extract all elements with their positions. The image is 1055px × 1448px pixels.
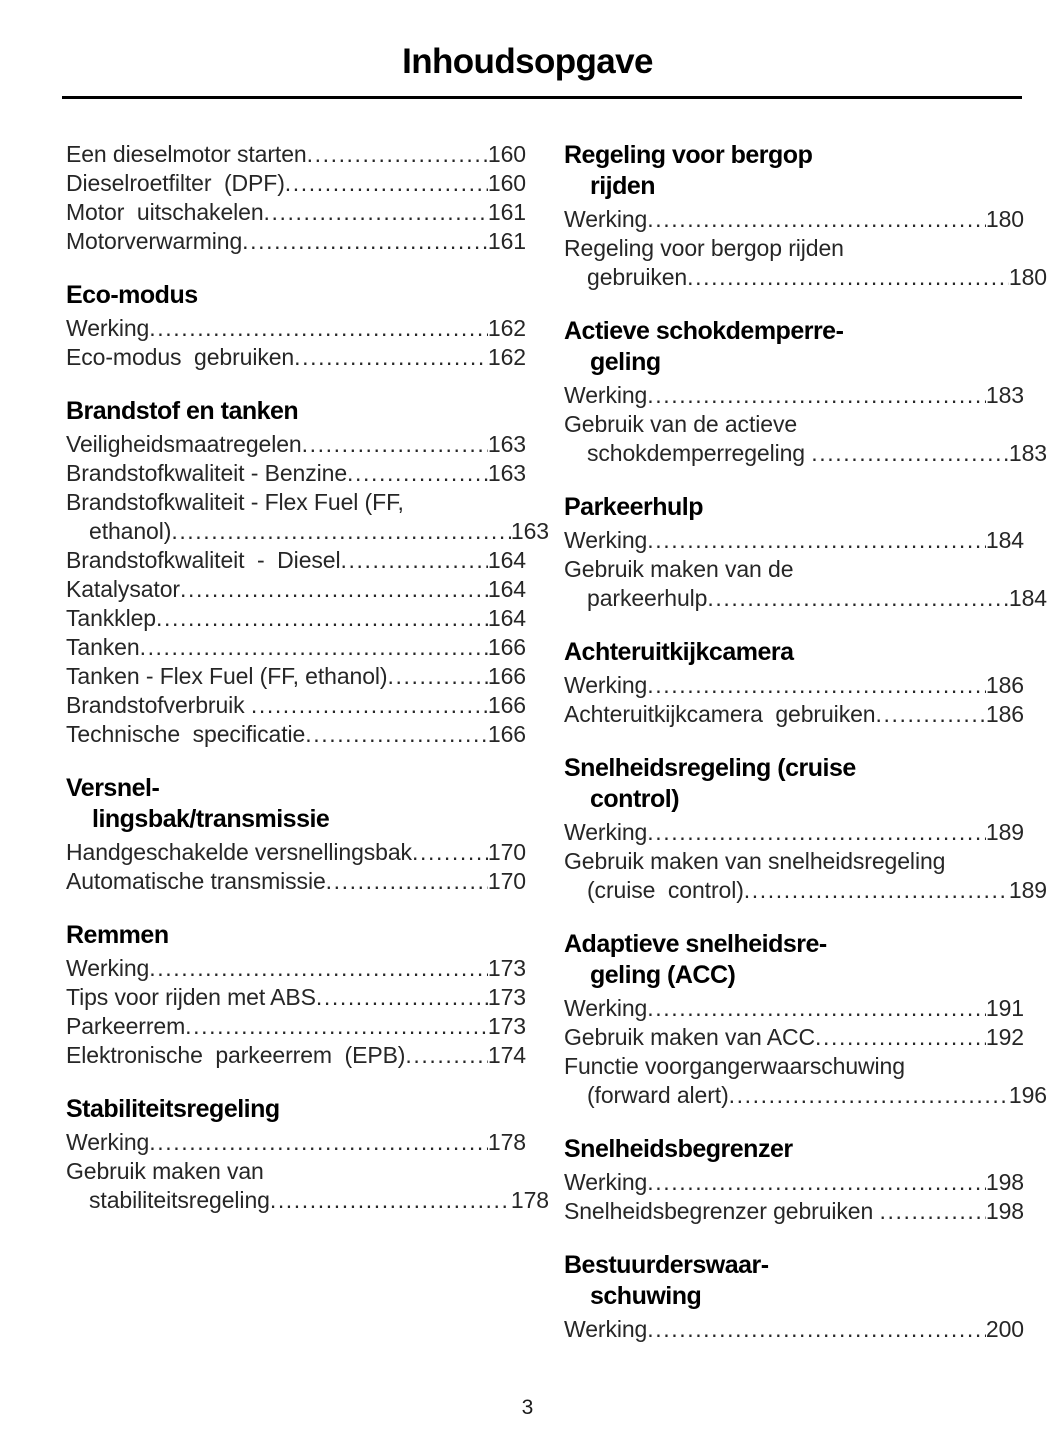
toc-entry-label: Motorverwarming bbox=[66, 228, 243, 254]
toc-entry-label: Veiligheidsmaatregelen bbox=[66, 431, 302, 457]
toc-entry[interactable] bbox=[564, 671, 1024, 700]
toc-entry-line bbox=[66, 838, 526, 867]
toc-entry[interactable] bbox=[66, 720, 526, 749]
toc-entry-label: Werking bbox=[564, 527, 648, 553]
toc-entry[interactable] bbox=[66, 983, 526, 1012]
toc-leader-dots bbox=[285, 169, 488, 198]
toc-entry[interactable] bbox=[564, 410, 1047, 468]
section-heading: Remmen bbox=[66, 921, 169, 949]
section-heading: Snelheidsbegrenzer bbox=[564, 1135, 793, 1163]
toc-entry-label: Brandstofverbruik bbox=[66, 692, 251, 718]
toc-entry-line bbox=[66, 1128, 526, 1157]
toc-entry-line bbox=[564, 876, 1047, 905]
toc-leader-dots bbox=[294, 343, 488, 372]
toc-entry-page-number: 164 bbox=[487, 576, 526, 602]
toc-entry-page-number: 186 bbox=[985, 701, 1024, 727]
toc-entry-page-number: 200 bbox=[985, 1316, 1024, 1342]
toc-entry-label: Dieselroetfilter (DPF) bbox=[66, 170, 285, 196]
title-divider bbox=[62, 96, 1022, 99]
toc-entry[interactable] bbox=[564, 818, 1024, 847]
toc-entry-page-number: 178 bbox=[487, 1129, 526, 1155]
toc-entry-label: parkeerhulp bbox=[587, 585, 708, 611]
toc-leader-dots bbox=[180, 575, 488, 604]
toc-entry[interactable] bbox=[66, 1012, 526, 1041]
toc-entry-label: Tips voor rijden met ABS bbox=[66, 984, 316, 1010]
toc-entry-line bbox=[66, 662, 526, 691]
toc-entry-page-number: 166 bbox=[487, 663, 526, 689]
toc-entry-line bbox=[564, 1023, 1024, 1052]
toc-section bbox=[66, 896, 526, 1070]
toc-entry-line bbox=[66, 1186, 549, 1215]
toc-entry-page-number: 191 bbox=[985, 995, 1024, 1021]
toc-leader-dots bbox=[340, 546, 487, 575]
toc-entry-label: Werking bbox=[564, 672, 648, 698]
toc-entry-line bbox=[66, 604, 526, 633]
toc-entry-page-number: 183 bbox=[985, 382, 1024, 408]
toc-entry[interactable] bbox=[564, 1052, 1047, 1110]
toc-entry[interactable] bbox=[66, 343, 526, 372]
toc-entry[interactable] bbox=[66, 488, 549, 546]
toc-entry-label: Gebruik maken van ACC bbox=[564, 1024, 816, 1050]
section-heading: Snelheidsregeling (cruise control) bbox=[564, 729, 1024, 815]
toc-section bbox=[564, 140, 1047, 292]
toc-entry-line bbox=[66, 459, 526, 488]
toc-entry-line bbox=[66, 633, 526, 662]
toc-leader-dots bbox=[171, 517, 511, 546]
toc-entry-line bbox=[564, 847, 1024, 876]
toc-entry-label: Brandstofkwaliteit - Benzine bbox=[66, 460, 348, 486]
toc-entry-label: Gebruik maken van de bbox=[564, 556, 794, 582]
toc-entry-line bbox=[564, 526, 1024, 555]
toc-entry-list bbox=[564, 526, 1047, 613]
toc-entry[interactable] bbox=[66, 198, 526, 227]
toc-leader-dots bbox=[156, 604, 488, 633]
toc-entry-line bbox=[564, 994, 1024, 1023]
toc-entry-line bbox=[66, 488, 526, 517]
toc-entry[interactable] bbox=[564, 381, 1024, 410]
toc-entry-line bbox=[564, 1052, 1024, 1081]
toc-leader-dots bbox=[647, 526, 986, 555]
toc-leader-dots bbox=[140, 633, 488, 662]
toc-entry-list bbox=[564, 818, 1047, 905]
section-heading: Adaptieve snelheidsre- geling (ACC) bbox=[564, 905, 1024, 991]
toc-section bbox=[66, 256, 526, 372]
toc-entry[interactable] bbox=[66, 575, 526, 604]
toc-entry-line bbox=[564, 700, 1024, 729]
toc-entry-list bbox=[564, 1315, 1024, 1344]
toc-entry-line bbox=[66, 983, 526, 1012]
toc-leader-dots bbox=[412, 838, 488, 867]
toc-entry-label: Brandstofkwaliteit - Flex Fuel (FF, bbox=[66, 489, 404, 515]
toc-entry-page-number: 166 bbox=[487, 692, 526, 718]
toc-entry-label: Werking bbox=[564, 382, 648, 408]
toc-section bbox=[564, 905, 1047, 1110]
toc-entry-label: ethanol) bbox=[89, 518, 172, 544]
toc-entry-label: Werking bbox=[564, 1316, 648, 1342]
toc-leader-dots bbox=[647, 205, 986, 234]
toc-entry-page-number: 162 bbox=[487, 315, 526, 341]
toc-entry-label: Tanken - Flex Fuel (FF, ethanol) bbox=[66, 663, 388, 689]
toc-entry-line bbox=[66, 343, 526, 372]
section-heading-continuation: rijden bbox=[590, 172, 656, 200]
toc-entry-label: Werking bbox=[564, 206, 648, 232]
toc-leader-dots bbox=[302, 430, 488, 459]
toc-entry-list bbox=[564, 1168, 1024, 1226]
toc-entry-page-number: 163 bbox=[487, 431, 526, 457]
toc-entry-line bbox=[66, 867, 526, 896]
toc-entry-line bbox=[564, 1315, 1024, 1344]
toc-entry-line bbox=[564, 1081, 1047, 1110]
section-heading: Eco-modus bbox=[66, 281, 198, 309]
toc-entry-page-number: 183 bbox=[1008, 440, 1047, 466]
toc-entry[interactable] bbox=[66, 314, 526, 343]
toc-entry[interactable] bbox=[564, 234, 1047, 292]
toc-entry-list bbox=[66, 430, 549, 749]
toc-entry-list bbox=[66, 954, 526, 1070]
toc-entry-line bbox=[66, 517, 549, 546]
toc-leader-dots bbox=[647, 381, 986, 410]
toc-entry-line bbox=[564, 818, 1024, 847]
toc-leader-dots bbox=[879, 1197, 985, 1226]
toc-entry-list bbox=[66, 314, 526, 372]
toc-entry[interactable] bbox=[66, 838, 526, 867]
toc-leader-dots bbox=[647, 994, 986, 1023]
toc-entry-label: Gebruik maken van snelheidsregeling bbox=[564, 848, 946, 874]
toc-column-left bbox=[66, 140, 549, 1215]
section-heading-continuation: geling (ACC) bbox=[590, 961, 736, 989]
toc-entry-label: Technische specificatie bbox=[66, 721, 306, 747]
toc-entry-label: Tanken bbox=[66, 634, 140, 660]
toc-entry-label: Werking bbox=[66, 315, 150, 341]
toc-leader-dots bbox=[326, 867, 488, 896]
toc-section bbox=[564, 1226, 1024, 1344]
toc-entry-line bbox=[66, 1157, 526, 1186]
toc-entry-page-number: 173 bbox=[487, 955, 526, 981]
section-heading-continuation: schuwing bbox=[590, 1282, 702, 1310]
toc-entry-line bbox=[564, 1197, 1024, 1226]
toc-entry-page-number: 196 bbox=[1008, 1082, 1047, 1108]
toc-entry-label: Automatische transmissie bbox=[66, 868, 326, 894]
toc-section bbox=[66, 1070, 549, 1215]
toc-entry-line bbox=[564, 671, 1024, 700]
toc-entry-label: Regeling voor bergop rijden bbox=[564, 235, 844, 261]
section-heading: Parkeerhulp bbox=[564, 493, 704, 521]
section-heading: Stabiliteitsregeling bbox=[66, 1095, 280, 1123]
toc-entry-page-number: 161 bbox=[487, 228, 526, 254]
toc-leader-dots bbox=[405, 1041, 488, 1070]
toc-section bbox=[564, 292, 1047, 468]
toc-leader-dots bbox=[347, 459, 488, 488]
toc-entry[interactable] bbox=[564, 847, 1047, 905]
toc-entry-page-number: 178 bbox=[510, 1187, 549, 1213]
toc-entry-label: Handgeschakelde versnellingsbak bbox=[66, 839, 412, 865]
toc-entry-line bbox=[66, 140, 526, 169]
toc-entry-line bbox=[564, 234, 1024, 263]
toc-leader-dots bbox=[647, 818, 986, 847]
toc-entry[interactable] bbox=[564, 1197, 1024, 1226]
toc-entry-label: Snelheidsbegrenzer gebruiken bbox=[564, 1198, 880, 1224]
toc-entry-line bbox=[66, 546, 526, 575]
toc-entry-line bbox=[564, 381, 1024, 410]
toc-entry[interactable] bbox=[66, 1128, 526, 1157]
section-heading-continuation: control) bbox=[590, 785, 680, 813]
toc-entry-label: Achteruitkijkcamera gebruiken bbox=[564, 701, 876, 727]
toc-entry[interactable] bbox=[564, 1023, 1024, 1052]
section-heading-continuation: geling bbox=[590, 348, 661, 376]
toc-section bbox=[564, 613, 1024, 729]
toc-entry-label: schokdemperregeling bbox=[587, 440, 812, 466]
toc-entry[interactable] bbox=[564, 1168, 1024, 1197]
toc-leader-dots bbox=[185, 1012, 488, 1041]
toc-entry-label: Een dieselmotor starten bbox=[66, 141, 307, 167]
toc-entry-page-number: 186 bbox=[985, 672, 1024, 698]
section-heading: Bestuurderswaar- schuwing bbox=[564, 1226, 1024, 1312]
toc-entry-page-number: 189 bbox=[1008, 877, 1047, 903]
toc-leader-dots bbox=[242, 227, 488, 256]
toc-entry-page-number: 163 bbox=[510, 518, 549, 544]
toc-entry-line bbox=[66, 198, 526, 227]
toc-entry[interactable] bbox=[66, 954, 526, 983]
toc-entry-list bbox=[564, 381, 1047, 468]
toc-entry-page-number: 160 bbox=[487, 170, 526, 196]
toc-entry-line bbox=[66, 691, 526, 720]
toc-entry-line bbox=[66, 1041, 526, 1070]
toc-entry-label: (forward alert) bbox=[587, 1082, 729, 1108]
toc-entry-label: Werking bbox=[66, 955, 150, 981]
toc-entry-page-number: 170 bbox=[487, 868, 526, 894]
toc-leader-dots bbox=[149, 1128, 488, 1157]
toc-entry-page-number: 164 bbox=[487, 547, 526, 573]
toc-column-right bbox=[564, 140, 1047, 1344]
toc-entry-list bbox=[564, 994, 1047, 1110]
toc-section bbox=[66, 140, 526, 256]
toc-entry[interactable] bbox=[564, 205, 1024, 234]
toc-entry-line bbox=[66, 227, 526, 256]
toc-leader-dots bbox=[707, 584, 1009, 613]
toc-entry-line bbox=[564, 1168, 1024, 1197]
toc-leader-dots bbox=[729, 1081, 1009, 1110]
toc-section bbox=[564, 729, 1047, 905]
toc-entry-line bbox=[564, 439, 1047, 468]
toc-entry-page-number: 163 bbox=[487, 460, 526, 486]
toc-entry-line bbox=[66, 720, 526, 749]
section-heading: Actieve schokdemperre- geling bbox=[564, 292, 1024, 378]
toc-entry-line bbox=[66, 954, 526, 983]
toc-entry[interactable] bbox=[66, 867, 526, 896]
toc-entry[interactable] bbox=[66, 633, 526, 662]
toc-entry-list bbox=[564, 671, 1024, 729]
toc-entry[interactable] bbox=[564, 700, 1024, 729]
toc-entry-page-number: 198 bbox=[985, 1169, 1024, 1195]
page-title: Inhoudsopgave bbox=[402, 42, 653, 81]
toc-entry-label: Gebruik van de actieve bbox=[564, 411, 798, 437]
toc-entry-line bbox=[66, 430, 526, 459]
toc-leader-dots bbox=[687, 263, 1009, 292]
toc-leader-dots bbox=[270, 1186, 511, 1215]
toc-leader-dots bbox=[815, 1023, 986, 1052]
toc-entry-line bbox=[66, 169, 526, 198]
toc-entry-page-number: 173 bbox=[487, 984, 526, 1010]
toc-entry-label: Eco-modus gebruiken bbox=[66, 344, 295, 370]
section-heading: Versnel- lingsbak/transmissie bbox=[66, 749, 526, 835]
toc-entry-page-number: 192 bbox=[985, 1024, 1024, 1050]
toc-entry[interactable] bbox=[66, 691, 526, 720]
toc-leader-dots bbox=[251, 691, 488, 720]
toc-entry-page-number: 189 bbox=[985, 819, 1024, 845]
section-heading: Brandstof en tanken bbox=[66, 397, 299, 425]
toc-entry-page-number: 198 bbox=[985, 1198, 1024, 1224]
toc-leader-dots bbox=[149, 314, 488, 343]
toc-entry-label: Functie voorgangerwaarschuwing bbox=[564, 1053, 905, 1079]
toc-entry-line bbox=[564, 205, 1024, 234]
toc-entry-label: Tankklep bbox=[66, 605, 156, 631]
section-heading: Achteruitkijkcamera bbox=[564, 638, 794, 666]
toc-leader-dots bbox=[149, 954, 488, 983]
toc-leader-dots bbox=[387, 662, 487, 691]
toc-leader-dots bbox=[307, 140, 488, 169]
toc-entry-line bbox=[564, 555, 1024, 584]
toc-entry-label: Elektronische parkeerrem (EPB) bbox=[66, 1042, 406, 1068]
toc-entry-page-number: 166 bbox=[487, 721, 526, 747]
toc-entry-page-number: 184 bbox=[985, 527, 1024, 553]
toc-leader-dots bbox=[647, 671, 986, 700]
toc-entry-list bbox=[66, 140, 526, 256]
toc-entry-page-number: 184 bbox=[1008, 585, 1047, 611]
toc-entry-label: Gebruik maken van bbox=[66, 1158, 264, 1184]
toc-entry-line bbox=[564, 263, 1047, 292]
toc-section bbox=[564, 468, 1047, 613]
page-number: 3 bbox=[521, 1396, 534, 1419]
toc-entry[interactable] bbox=[66, 662, 526, 691]
toc-entry-label: Werking bbox=[564, 1169, 648, 1195]
toc-entry-page-number: 170 bbox=[487, 839, 526, 865]
toc-leader-dots bbox=[744, 876, 1009, 905]
toc-entry-list bbox=[66, 1128, 549, 1215]
toc-entry-label: (cruise control) bbox=[587, 877, 744, 903]
toc-entry[interactable] bbox=[66, 140, 526, 169]
toc-entry-line bbox=[66, 1012, 526, 1041]
toc-entry-label: Katalysator bbox=[66, 576, 180, 602]
section-heading: Regeling voor bergop rijden bbox=[564, 140, 1024, 202]
toc-leader-dots bbox=[316, 983, 488, 1012]
toc-entry-page-number: 162 bbox=[487, 344, 526, 370]
toc-entry[interactable] bbox=[66, 604, 526, 633]
toc-entry-label: Brandstofkwaliteit - Diesel bbox=[66, 547, 341, 573]
toc-leader-dots bbox=[875, 700, 985, 729]
toc-entry-page-number: 160 bbox=[487, 141, 526, 167]
toc-entry-page-number: 164 bbox=[487, 605, 526, 631]
toc-leader-dots bbox=[264, 198, 488, 227]
toc-entry-label: Werking bbox=[66, 1129, 150, 1155]
toc-entry[interactable] bbox=[66, 1041, 526, 1070]
toc-entry-label: gebruiken bbox=[587, 264, 688, 290]
toc-leader-dots bbox=[305, 720, 488, 749]
toc-entry[interactable] bbox=[564, 994, 1024, 1023]
toc-entry-line bbox=[564, 584, 1047, 613]
toc-entry-page-number: 166 bbox=[487, 634, 526, 660]
toc-entry-line bbox=[66, 575, 526, 604]
toc-entry-page-number: 180 bbox=[985, 206, 1024, 232]
toc-leader-dots bbox=[647, 1168, 986, 1197]
toc-leader-dots bbox=[647, 1315, 986, 1344]
toc-leader-dots bbox=[811, 439, 1009, 468]
toc-entry[interactable] bbox=[564, 526, 1024, 555]
toc-entry[interactable] bbox=[66, 546, 526, 575]
toc-entry-page-number: 174 bbox=[487, 1042, 526, 1068]
toc-section bbox=[66, 749, 526, 896]
toc-entry[interactable] bbox=[66, 430, 526, 459]
toc-section bbox=[564, 1110, 1024, 1226]
toc-entry[interactable] bbox=[66, 1157, 549, 1215]
toc-entry-list bbox=[66, 838, 526, 896]
toc-entry-label: Werking bbox=[564, 819, 648, 845]
toc-entry[interactable] bbox=[66, 227, 526, 256]
toc-columns bbox=[0, 140, 1055, 1344]
toc-entry-label: Parkeerrem bbox=[66, 1013, 186, 1039]
toc-entry-label: stabiliteitsregeling bbox=[89, 1187, 270, 1213]
toc-section bbox=[66, 372, 549, 749]
toc-entry[interactable] bbox=[66, 459, 526, 488]
toc-entry-line bbox=[66, 314, 526, 343]
toc-entry-page-number: 173 bbox=[487, 1013, 526, 1039]
toc-entry-list bbox=[564, 205, 1047, 292]
toc-entry[interactable] bbox=[564, 1315, 1024, 1344]
toc-entry-page-number: 161 bbox=[487, 199, 526, 225]
toc-entry-label: Motor uitschakelen bbox=[66, 199, 264, 225]
toc-entry-line bbox=[564, 410, 1024, 439]
toc-entry-page-number: 180 bbox=[1008, 264, 1047, 290]
toc-entry-label: Werking bbox=[564, 995, 648, 1021]
section-heading-continuation: lingsbak/transmissie bbox=[92, 805, 330, 833]
toc-entry[interactable] bbox=[564, 555, 1047, 613]
toc-entry[interactable] bbox=[66, 169, 526, 198]
